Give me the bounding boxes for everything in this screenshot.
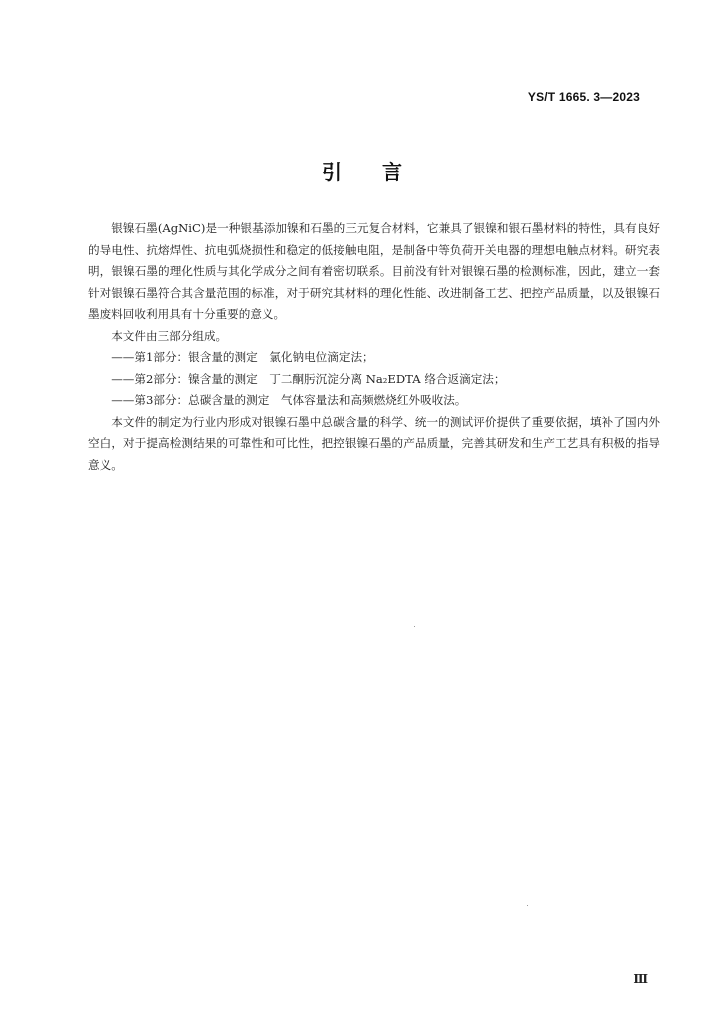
part-2-item: ——第2部分：镍含量的测定 丁二酮肟沉淀分离 Na₂EDTA 络合返滴定法； (111, 371, 506, 386)
scan-speck (527, 905, 528, 906)
composition-paragraph: 本文件由三部分组成。 (111, 328, 228, 343)
introduction-body (88, 218, 660, 476)
section-title: 引言 (322, 160, 442, 184)
part-1-item: ——第1部分：银含量的测定 氯化钠电位滴定法； (111, 350, 374, 364)
intro-paragraph: 银镍石墨(AgNiC)是一种银基添加镍和石墨的三元复合材料，它兼具了银镍和银石墨材料的特性，具有良好的导电性、抗熔焊性、抗电弧烧损性和稳定的低接触电阻，是制备中等负荷开关电器的理想电触点材料。研究表明，银镍石墨的理化性质与其化学成分之间有着密切联系。目前没有针对银镍石墨的检测标准，因此，建立一套针对银镍石墨符合其含量范围的标准，对于研究其材料的理化性能、改进制备工艺、把控产品质量，以及银镍石墨废料回收利用具有十分重要的意义。 (88, 221, 660, 321)
standard-number: YS/T 1665. 3—2023 (527, 90, 640, 104)
page-number: Ⅲ (633, 972, 648, 986)
scan-speck (414, 626, 415, 627)
closing-paragraph: 本文件的制定为行业内形成对银镍石墨中总碳含量的科学、统一的测试评价提供了重要依据，填补了国内外空白，对于提高检测结果的可靠性和可比性，把控银镍石墨的产品质量，完善其研发和生产工艺具有积极的指导意义。 (88, 414, 660, 472)
part-3-item: ——第3部分：总碳含量的测定 气体容量法和高频燃烧红外吸收法。 (111, 393, 467, 407)
